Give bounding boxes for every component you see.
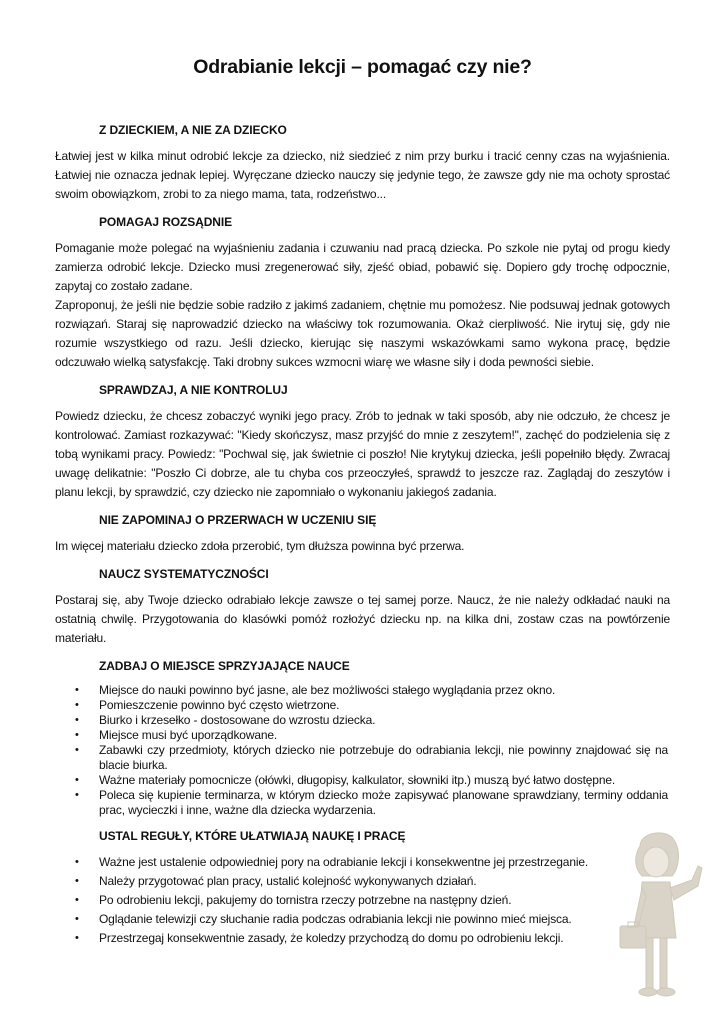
list-item <box>75 773 670 788</box>
bullet-icon: • <box>75 729 79 741</box>
bullet-icon: • <box>75 856 79 868</box>
section-rules <box>55 828 670 948</box>
section-paragraph: Łatwiej jest w kilka minut odrobić lekcje za dziecko, niż siedzieć z nim przy burku i tracić cenny czas na wyjaśnienia. Łatwiej nie oznacza jednak lepiej. Wyręczane dziecko nauczy się jedynie tego, że zawsze gdy nie ma ochoty sprostać swoim obowiązkom, zrobi to za niego mama, tata, rodzeństwo... <box>55 149 670 201</box>
section-paragraph: Postaraj się, aby Twoje dziecko odrabiało lekcje zawsze o tej samej porze. Naucz, że nie należy odkładać nauki na ostatnią chwilę. Przygotowania do klasówki pomóż rozłożyć dziecku np. na kilka dni, zostaw czas na powtórzenie materiału. <box>55 593 670 645</box>
bullet-icon: • <box>75 684 79 696</box>
section-heading: POMAGAJ ROZSĄDNIE <box>99 215 232 229</box>
list-item <box>75 853 670 872</box>
section-with-child <box>55 122 670 204</box>
list-item-text: Przestrzegaj konsekwentnie zasady, że koledzy przychodzą do domu po odrobieniu lekcji. <box>99 931 564 945</box>
section-systematic <box>55 566 670 648</box>
list-item-text: Ważne jest ustalenie odpowiedniej pory na odrabianie lekcji i konsekwentne jej przestrzeganie. <box>99 855 589 869</box>
section-breaks <box>55 512 670 556</box>
list-item <box>75 910 670 929</box>
bullet-icon: • <box>75 774 79 786</box>
bullet-icon: • <box>75 932 79 944</box>
list-item-text: Pomieszczenie powinno być często wietrzone. <box>99 698 340 712</box>
list-item <box>75 683 670 698</box>
list-item-text: Miejsce musi być uporządkowane. <box>99 728 278 742</box>
section-heading: USTAL REGUŁY, KTÓRE UŁATWIAJĄ NAUKĘ I PRACĘ <box>99 829 406 843</box>
section-heading: NAUCZ SYSTEMATYCZNOŚCI <box>99 567 269 581</box>
section-heading: ZADBAJ O MIEJSCE SPRZYJAJĄCE NAUCE <box>99 659 350 673</box>
bullet-icon: • <box>75 744 79 756</box>
section-paragraph: Pomaganie może polegać na wyjaśnieniu zadania i czuwaniu nad pracą dziecka. Po szkole nie pytaj od progu kiedy zamierza odrobić lekcje. Dziecko musi zregenerować siły, zjeść obiad, pobawić się. Dopiero gdy trochę odpocznie, zapytaj co zostało zadane. <box>55 241 670 293</box>
section-heading: SPRAWDZAJ, A NIE KONTROLUJ <box>99 383 288 397</box>
page-title: Odrabianie lekcji – pomagać czy nie? <box>193 56 532 78</box>
schoolgirl-illustration-icon <box>612 826 712 1016</box>
bullet-icon: • <box>75 699 79 711</box>
list-item <box>75 891 670 910</box>
bullet-icon: • <box>75 789 79 801</box>
section-check-not-control <box>55 382 670 502</box>
list-item-text: Zabawki czy przedmioty, których dziecko nie potrzebuje do odrabiania lekcji, nie powinny znajdować się na blacie biurka. <box>99 743 668 772</box>
bullet-icon: • <box>75 714 79 726</box>
bullet-icon: • <box>75 875 79 887</box>
list-item <box>75 698 670 713</box>
list-item <box>75 929 670 948</box>
list-item-text: Po odrobieniu lekcji, pakujemy do tornistra rzeczy potrzebne na następny dzień. <box>99 893 512 907</box>
list-item-text: Należy przygotować plan pracy, ustalić kolejność wykonywanych działań. <box>99 874 477 888</box>
list-item <box>75 743 670 773</box>
list-item <box>75 728 670 743</box>
section-paragraph: Zaproponuj, że jeśli nie będzie sobie radziło z jakimś zadaniem, chętnie mu pomożesz. Nie podsuwaj jednak gotowych rozwiązań. Staraj się naprowadzić dziecko na właściwy tok rozumowania. Okaż cierpliwość. Nie irytuj się, gdy nie rozumie wszystkiego od razu. Jeśli dziecko, kierując się naszymi wskazówkami samo wykona pracę, będzie odczuwało wielką satysfakcję. Taki drobny sukces wzmocni wiarę we własne siły i doda pewności siebie. <box>55 298 670 369</box>
bullet-icon: • <box>75 913 79 925</box>
list-item-text: Poleca się kupienie terminarza, w którym dziecko może zapisywać planowane sprawdziany, terminy oddania prac, wycieczki i inne, ważne dla dziecka wydarzenia. <box>99 788 668 817</box>
list-item <box>75 788 670 818</box>
section-paragraph: Im więcej materiału dziecko zdoła przerobić, tym dłuższa powinna być przerwa. <box>55 539 465 553</box>
bullet-icon: • <box>75 894 79 906</box>
list-item-text: Oglądanie telewizji czy słuchanie radia podczas odrabiania lekcji nie powinno mieć miejsca. <box>99 912 572 926</box>
list-item-text: Miejsce do nauki powinno być jasne, ale bez możliwości stałego wyglądania przez okno. <box>99 683 556 697</box>
section-paragraph: Powiedz dziecku, że chcesz zobaczyć wyniki jego pracy. Zrób to jednak w taki sposób, aby nie odczuło, że chcesz je kontrolować. Zamiast rozkazywać: "Kiedy skończysz, masz przyjść do mnie z zeszytem!", zachęć do podzielenia się z tobą wynikami pracy. Powiedz: "Pochwal się, jak świetnie ci poszło! Nie krytykuj dziecka, jeśli popełniło błędy. Zwracaj uwagę delikatnie: "Poszło Ci dobrze, ale tu chyba cos przeoczyłeś, sprawdź to jeszcze raz. Zaglądaj do zeszytów i planu lekcji, by sprawdzić, czy dziecko nie zapomniało o wykonaniu jakiegoś zadania. <box>55 409 670 499</box>
section-help-wisely <box>55 214 670 372</box>
list-item-text: Biurko i krzesełko - dostosowane do wzrostu dziecka. <box>99 713 376 727</box>
bullet-list <box>55 853 670 948</box>
bullet-list <box>55 683 670 818</box>
section-study-place <box>55 658 670 818</box>
document-content <box>55 122 670 958</box>
list-item-text: Ważne materiały pomocnicze (ołówki, długopisy, kalkulator, słowniki itp.) muszą być łatwo dostępne. <box>99 773 616 787</box>
list-item <box>75 713 670 728</box>
list-item <box>75 872 670 891</box>
section-heading: Z DZIECKIEM, A NIE ZA DZIECKO <box>99 123 287 137</box>
section-heading: NIE ZAPOMINAJ O PRZERWACH W UCZENIU SIĘ <box>99 513 377 527</box>
